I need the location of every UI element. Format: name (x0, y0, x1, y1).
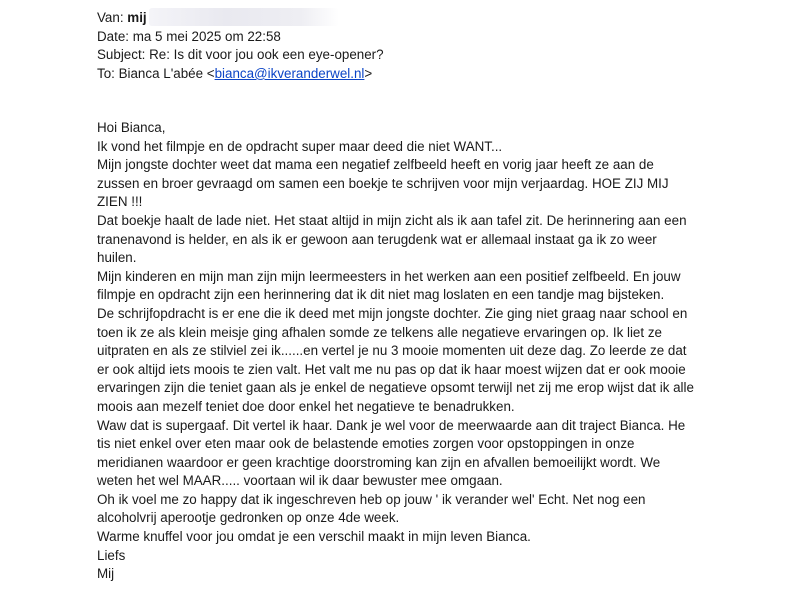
closing: Liefs (97, 547, 126, 563)
body-paragraph: Dat boekje haalt de lade niet. Het staat altijd in mijn zicht als ik aan tafel zit. De herinnering aan een tranenavond is helder, en als ik er gewoon aan terugdenk wat er allemaal instaat ga ik zo weer huilen. (97, 212, 687, 266)
body-paragraph: Warme knuffel voor jou omdat je een verschil maakt in mijn leven Bianca. (97, 529, 531, 545)
recipient-email-link[interactable]: bianca@ikveranderwel.nl (214, 65, 365, 81)
subject-line: Subject: Re: Is dit voor jou ook een eye-opener? (97, 47, 384, 63)
redacted-sender-email (149, 8, 339, 26)
body-paragraph: Ik vond het filmpje en de opdracht super maar deed die niet WANT... (97, 138, 503, 154)
from-line (97, 8, 777, 28)
from-label: Van: (97, 10, 124, 25)
body-paragraph: De schrijfopdracht is er ene die ik deed met mijn jongste dochter. Zie ging niet graag naar school en toen ik ze als klein meisje ging afhalen somde ze telkens alle negatieve ervaringen op. Ik liet ze uitpraten en als ze stilviel zei ik......en vertel je nu 3 mooie momenten uit deze dag. Zo leerde ze dat er ook altijd iets moois te zien valt. Het valt me nu pas op dat ik haar moest wijzen dat er ook mooie ervaringen zijn die teniet gaan als je enkel de negatieve opsomt terwijl net zij me erop wijst dat ik alle moois aan mezelf teniet doe door enkel het negatieve te benadrukken. (97, 305, 694, 414)
to-suffix: > (364, 65, 373, 81)
greeting: Hoi Bianca, (97, 120, 166, 135)
from-name: mij (127, 10, 147, 25)
email-header (97, 8, 777, 83)
body-paragraph: Oh ik voel me zo happy dat ik ingeschreven heb op jouw ' ik verander wel' Echt. Net nog een alcoholvrij aperootje gedronken op onze 4de week. (97, 491, 646, 526)
email-body (97, 119, 697, 584)
to-line (97, 65, 777, 84)
to-prefix: To: Bianca L'abée < (97, 65, 215, 81)
date-line: Date: ma 5 mei 2025 om 22:58 (97, 28, 281, 44)
body-paragraph: Mijn jongste dochter weet dat mama een negatief zelfbeeld heeft en vorig jaar heeft ze aan de zussen en broer gevraagd om samen een boekje te schrijven voor mijn verjaardag. HOE ZIJ MIJ ZIEN !!! (97, 157, 669, 210)
signature: Mij (97, 566, 115, 582)
body-paragraph: Mijn kinderen en mijn man zijn mijn leermeesters in het werken aan een positief zelfbeeld. En jouw filmpje en opdracht zijn een herinnering dat ik dit niet mag loslaten en een tandje mag bijsteken. (97, 268, 681, 303)
body-paragraph: Waw dat is supergaaf. Dit vertel ik haar. Dank je wel voor de meerwaarde aan dit traject Bianca. He tis niet enkel over eten maar ook de belastende emoties zorgen voor opstoppingen in onze meridianen waardoor er geen krachtige doorstroming kan zijn en afvallen bemoeilijkt wordt. We weten het wel MAAR..... voortaan wil ik daar bewuster mee omgaan. (97, 417, 686, 489)
